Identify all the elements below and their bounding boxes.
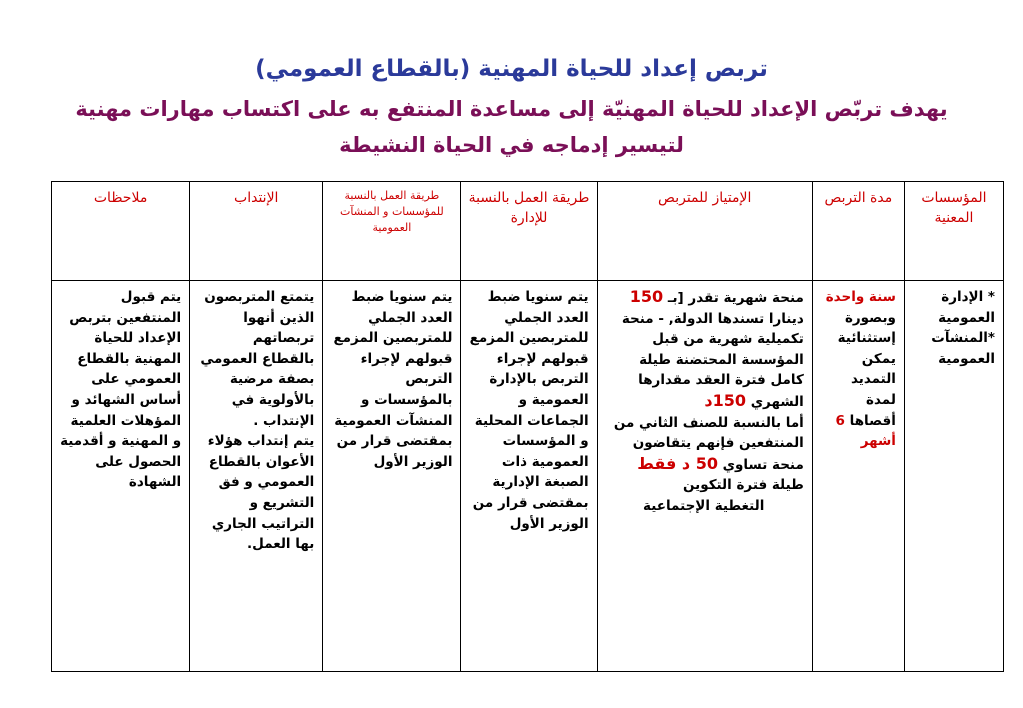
privilege-text-1b: دينارا تسندها الدولة, - منحة تكميلية شهرية من قبل المؤسسة المحتضنة طيلة كامل فترة العقد مقدارها الشهري <box>621 310 804 410</box>
cell-privilege <box>597 281 812 672</box>
header-institutions: المؤسسات المعنية <box>904 182 1003 281</box>
privilege-para-2 <box>604 413 804 496</box>
cell-secondment <box>190 281 323 672</box>
header-privilege: الإمتياز للمتربص <box>597 182 812 281</box>
header-duration: مدة التربص <box>812 182 904 281</box>
header-notes: ملاحظات <box>52 182 190 281</box>
privilege-text-2b: طيلة فترة التكوين <box>683 477 804 494</box>
privilege-amount-2: 150د <box>704 390 746 410</box>
table-header-row <box>52 182 1004 281</box>
institution-admin: * الإدارة العمومية <box>938 289 995 326</box>
title-line-1: تربص إعداد للحياة المهنية (بالقطاع العمومي) <box>255 56 768 82</box>
secondment-para-1: يتمتع المتربصون الذين أنهوا تربصاتهم بالقطاع العمومي بصفة مرضية بالأولوية في الإنتداب . <box>200 289 315 429</box>
table-row <box>52 281 1004 672</box>
privilege-text-1a: منحة شهرية تقدر [بـ <box>667 290 804 306</box>
secondment-para-2: يتم إنتداب هؤلاء الأعوان بالقطاع العمومي و فق التشريع و التراتيب الجاري بها العمل. <box>207 433 315 553</box>
header-method-admin: طريقة العمل بالنسبة للإدارة <box>461 182 597 281</box>
internship-table <box>51 181 1004 672</box>
privilege-text-2: أما بالنسبة للصنف الثاني من المنتفعين فإنهم يتقاضون منحة تساوي <box>613 414 804 473</box>
duration-main: سنة واحدة <box>825 289 896 305</box>
cell-notes: يتم قبول المنتفعين بتربص الإعداد للحياة المهنية بالقطاع العمومي على أساس الشهائد و المؤهلات العلمية و المهنية و أقدمية الحصول على الشهادة <box>52 281 190 672</box>
privilege-amount-3: 50 د فقط <box>637 453 718 473</box>
cell-method-admin: يتم سنويا ضبط العدد الجملي للمتربصين المزمع قبولهم لإجراء التربص بالإدارة العمومية و الجماعات المحلية و المؤسسات العمومية ذات الصبغة الإدارية بمقتضى قرار من الوزير الأول <box>461 281 597 672</box>
header-method-institutions: طريقة العمل بالنسبة للمؤسسات و المنشآت العمومية <box>323 182 461 281</box>
privilege-amount-1: 150 <box>629 287 664 306</box>
title-line-3: لتيسير إدماجه في الحياة النشيطة <box>339 133 684 157</box>
privilege-para-3: التغطية الإجتماعية <box>643 497 765 514</box>
institution-enterprises: *المنشآت العمومية <box>931 330 995 367</box>
title-line-2: يهدف تربّص الإعداد للحياة المهنيّة إلى مساعدة المنتفع به على اكتساب مهارات مهنية <box>75 97 948 121</box>
cell-method-institutions: يتم سنويا ضبط العدد الجملي للمتربصين المزمع قبولهم لإجراء التربص بالمؤسسات و المنشآت العمومية بمقتضى قرار من الوزير الأول <box>323 281 461 672</box>
cell-duration <box>812 281 904 672</box>
privilege-para-1 <box>604 287 804 413</box>
header-secondment: الإنتداب <box>190 182 323 281</box>
duration-text: وبصورة إستثنائية يمكن التمديد لمدة أقصاها <box>837 309 896 429</box>
cell-institutions <box>904 281 1003 672</box>
duration-max: 6 أشهر <box>835 412 896 450</box>
